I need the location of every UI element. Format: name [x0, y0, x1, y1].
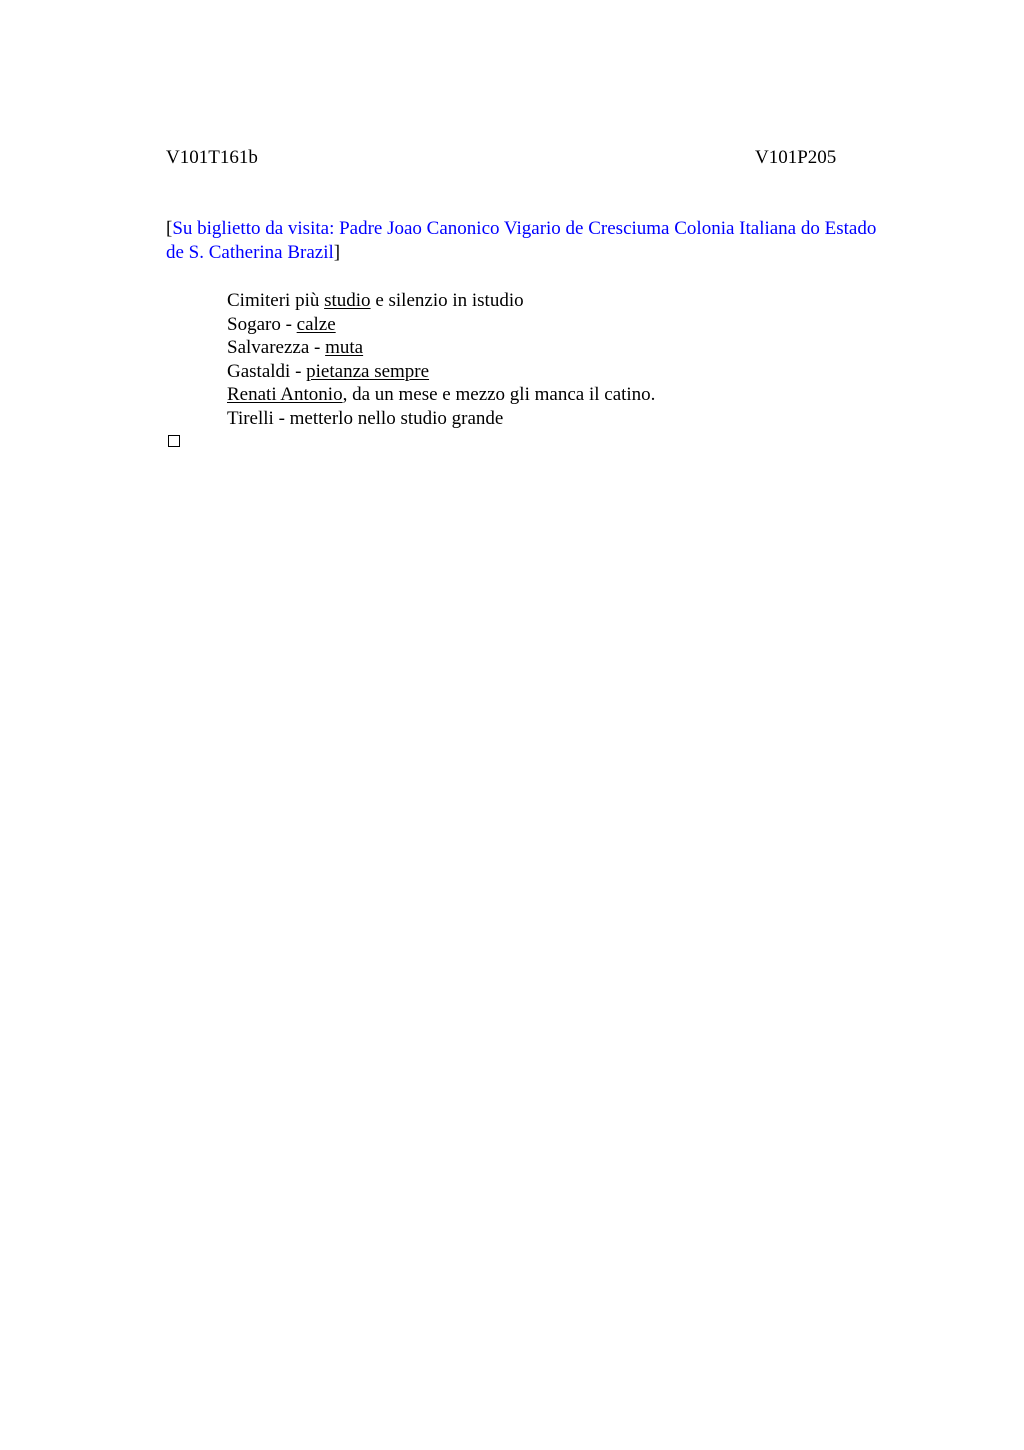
note-underlined-text: muta [325, 337, 364, 359]
note-text: Sogaro - [227, 313, 297, 335]
note-text: e silenzio in istudio [370, 290, 524, 311]
note-underlined-text: pietanza sempre [306, 360, 430, 382]
note-text: Salvarezza - [227, 337, 326, 359]
note-text: Tirelli - metterlo nello studio grande [227, 407, 504, 429]
note-underlined-text: Renati Antonio [227, 384, 343, 406]
note-line [227, 289, 655, 313]
card-note [166, 217, 896, 265]
document-code-left: V101T161b [166, 147, 258, 168]
note-underlined-text: studio [324, 290, 371, 311]
notes-list [227, 289, 655, 431]
note-line [227, 313, 655, 337]
note-text: Gastaldi - [227, 360, 307, 382]
note-line [227, 407, 655, 431]
card-note-text: Su biglietto da visita: Padre Joao Canonico Vigario de Cresciuma Colonia Italiana do Estado de S. Catherina Brazil [166, 218, 877, 263]
note-text: Cimiteri più [227, 290, 325, 311]
card-note-open-bracket: [ [166, 218, 173, 239]
card-note-close-bracket: ] [333, 242, 341, 263]
note-underlined-text: calze [296, 313, 336, 335]
note-line [227, 336, 655, 360]
document-code-right: V101P205 [755, 147, 837, 168]
note-line [227, 383, 655, 407]
note-line [227, 360, 655, 384]
empty-square-icon [168, 435, 180, 447]
note-text: , da un mese e mezzo gli manca il catino. [342, 384, 656, 406]
